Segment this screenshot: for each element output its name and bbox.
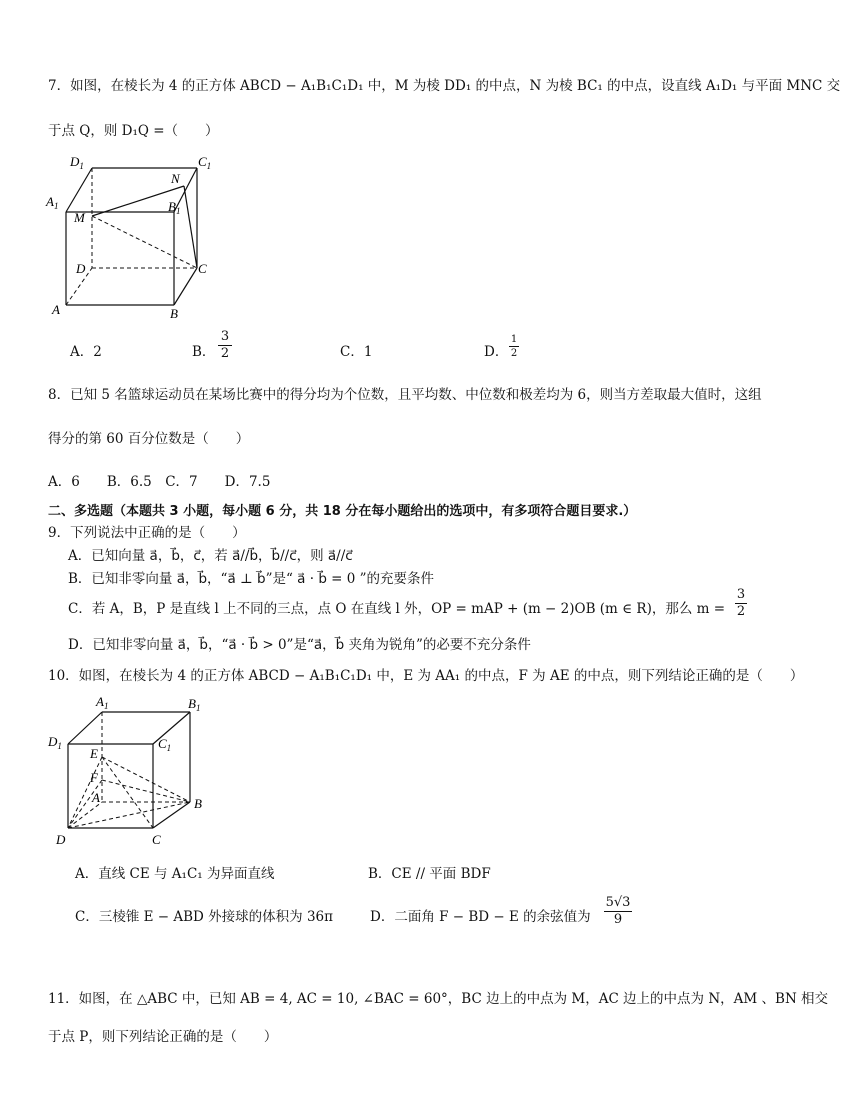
svg-text:D: D — [76, 261, 86, 276]
svg-text:B1: $B_1$ — [168, 199, 181, 216]
q7-option-c[interactable]: C．1 — [340, 344, 373, 360]
q10-option-a[interactable]: A．直线 CE 与 A₁C₁ 为异面直线 — [75, 866, 275, 882]
q8-stem-line2: 得分的第 60 百分位数是（ ） — [48, 431, 250, 447]
q7-option-d[interactable]: D． — [484, 344, 509, 360]
q9-option-c[interactable]: C．若 A，B，P 是直线 l 上不同的三点，点 O 在直线 l 外，OP = mAP + (m − 2)OB (m ∈ R)，那么 m = — [68, 601, 726, 617]
q10-option-b[interactable]: B．CE // 平面 BDF — [368, 866, 491, 882]
q11-stem-line2: 于点 P，则下列结论正确的是（ ） — [48, 1029, 278, 1045]
svg-text:E: E — [90, 746, 98, 761]
q7-option-d-fraction: 1 2 — [510, 334, 518, 359]
svg-text:B1: $B_1$ — [188, 696, 201, 713]
q8-stem-line1: 8．已知 5 名篮球运动员在某场比赛中的得分均为个位数，且平均数、中位数和极差均为 6，则当方差取最大值时，这组 — [48, 387, 762, 403]
q10-stem: 10．如图，在棱长为 4 的正方体 ABCD − A₁B₁C₁D₁ 中，E 为 AA₁ 的中点，F 为 AE 的中点，则下列结论正确的是（ ） — [48, 668, 804, 684]
q9-option-c-fraction: 3 2 — [736, 587, 746, 619]
svg-text:C: C — [152, 832, 161, 847]
svg-text:M: M — [74, 210, 85, 225]
q7-cube-figure — [40, 150, 230, 320]
q7-stem-line2: 于点 Q，则 D₁Q =（ ） — [48, 123, 219, 139]
svg-text:C: C — [198, 261, 207, 276]
q11-stem-line1: 11．如图，在 △ABC 中，已知 AB = 4, AC = 10, ∠BAC = 60°，BC 边上的中点为 M，AC 边上的中点为 N，AM 、BN 相交 — [48, 991, 829, 1007]
q9-option-d[interactable]: D．已知非零向量 a⃗，b⃗，“a⃗ · b⃗ > 0”是“a⃗，b⃗ 夹角为锐角”的必要不充分条件 — [68, 637, 531, 653]
q10-cube-figure — [40, 690, 220, 850]
q10-option-d-fraction: 5√3 9 — [605, 895, 631, 927]
svg-text:C1: $C_1$ — [158, 736, 172, 753]
q7-stem-line1: 7．如图，在棱长为 4 的正方体 ABCD − A₁B₁C₁D₁ 中，M 为棱 DD₁ 的中点，N 为棱 BC₁ 的中点，设直线 A₁D₁ 与平面 MNC 交 — [48, 78, 841, 94]
q9-stem: 9．下列说法中正确的是（ ） — [48, 525, 246, 541]
q7-label-D1: $D_1$ — [70, 154, 84, 171]
q10-option-c[interactable]: C．三棱锥 E − ABD 外接球的体积为 36π — [75, 909, 333, 925]
q7-option-b-fraction: 3 2 — [218, 330, 232, 361]
svg-text:B: B — [194, 796, 202, 811]
q8-options[interactable]: A．6 B．6.5 C．7 D．7.5 — [48, 474, 271, 490]
svg-text:B: B — [170, 306, 178, 320]
section-heading-multiple-choice: 二、多选题（本题共 3 小题，每小题 6 分，共 18 分在每小题给出的选项中，有多项符合题目要求.） — [48, 504, 637, 519]
q7-option-b[interactable]: B． — [192, 344, 216, 360]
svg-text:F: F — [90, 770, 98, 785]
q9-option-a[interactable]: A．已知向量 a⃗，b⃗，c⃗，若 a⃗//b⃗，b⃗//c⃗，则 a⃗//c⃗ — [68, 548, 353, 564]
svg-text:D: D — [56, 832, 66, 847]
svg-text:A1: $A_1$ — [46, 194, 59, 211]
svg-text:A: A — [92, 790, 100, 805]
svg-text:C1: $C_1$ — [198, 154, 212, 171]
svg-text:A1: $A_1$ — [96, 694, 109, 711]
svg-text:A: A — [52, 302, 60, 317]
q9-option-b[interactable]: B．已知非零向量 a⃗，b⃗，“a⃗ ⊥ b⃗”是“ a⃗ · b⃗ = 0 ”的充要条件 — [68, 571, 435, 587]
q10-option-d[interactable]: D．二面角 F − BD − E 的余弦值为 — [370, 909, 591, 925]
svg-text:N: N — [171, 171, 180, 186]
q7-option-a[interactable]: A．2 — [70, 344, 102, 360]
svg-text:D1: $D_1$ — [48, 734, 62, 751]
